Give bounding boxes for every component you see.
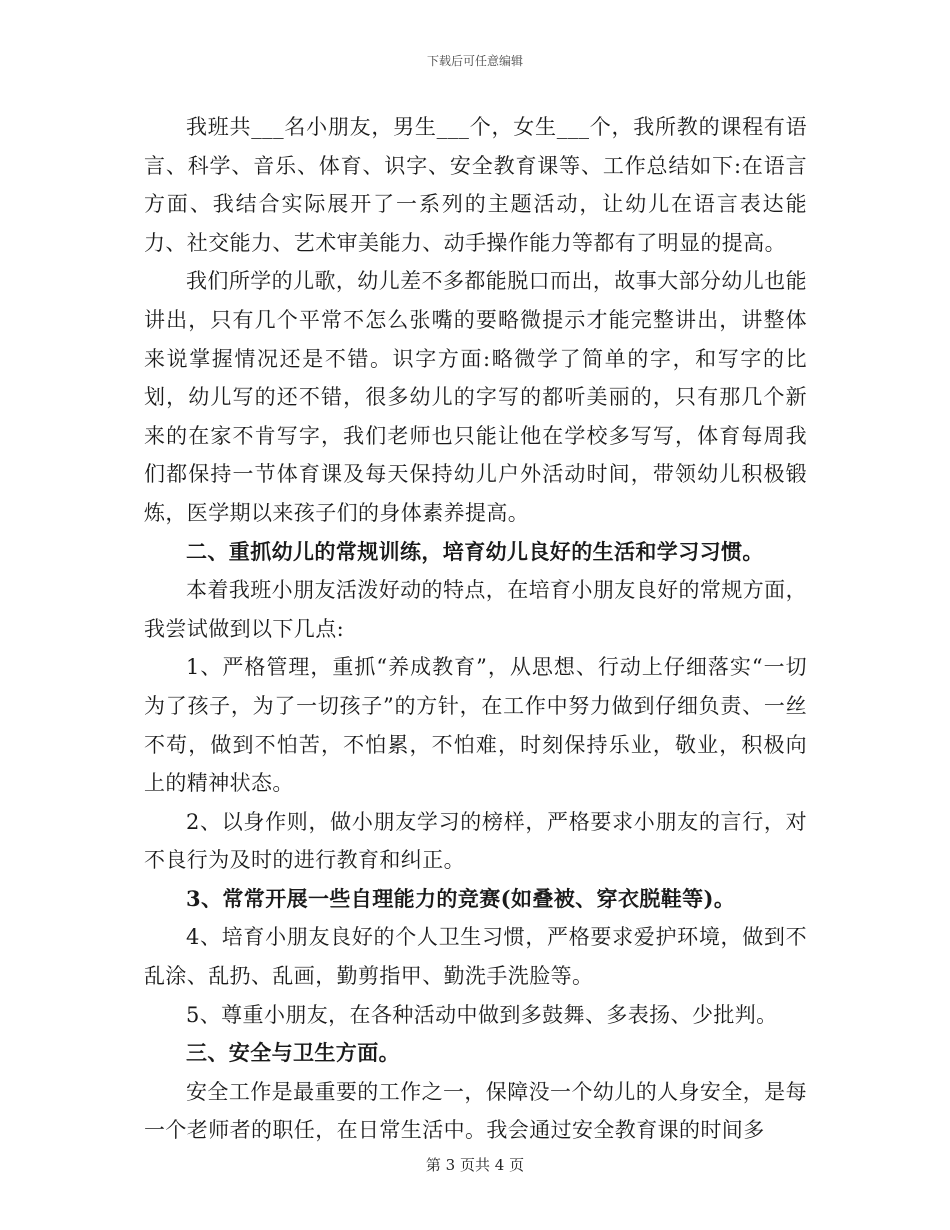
section-heading: 3、常常开展一些自理能力的竞赛(如叠被、穿衣脱鞋等)。 (186, 885, 736, 911)
paragraph: 2、以身作则，做小朋友学习的榜样，严格要求小朋友的言行，对不良行为及时的进行教育和纠正。 (144, 809, 807, 873)
paragraph: 1、严格管理，重抓“养成教育”，从思想、行动上仔细落实“一切为了孩子，为了一切孩子”的方针，在工作中努力做到仔细负责、一丝不苟，做到不怕苦，不怕累，不怕难，时刻保持乐业，敬业，积极向上的精神状态。 (144, 655, 807, 796)
paragraph: 本着我班小朋友活泼好动的特点，在培育小朋友良好的常规方面，我尝试做到以下几点: (144, 578, 807, 641)
paragraph: 我班共___名小朋友，男生___个，女生___个，我所教的课程有语言、科学、音乐、体育、识字、安全教育课等、工作总结如下:在语言方面、我结合实际展开了一系列的主题活动，让幼儿在语言表达能力、社交能力、艺术审美能力、动手操作能力等都有了明显的提高。 (144, 115, 807, 255)
page-footer: 第 3 页共 4 页 (425, 1156, 525, 1174)
paragraph: 5、尊重小朋友，在各种活动中做到多鼓舞、多表扬、少批判。 (186, 1002, 778, 1027)
section-heading: 二、重抓幼儿的常规训练，培育幼儿良好的生活和学习习惯。 (186, 538, 764, 564)
page-header: 下载后可任意编辑 (426, 54, 523, 68)
section-heading: 三、安全与卫生方面。 (186, 1040, 400, 1066)
paragraph: 4、培育小朋友良好的个人卫生习惯，严格要求爱护环境，做到不乱涂、乱扔、乱画，勤剪指甲、勤洗手洗脸等。 (144, 925, 807, 989)
document-body (144, 108, 807, 1150)
paragraph: 我们所学的儿歌，幼儿差不多都能脱口而出，故事大部分幼儿也能讲出，只有几个平常不怎么张嘴的要略微提示才能完整讲出，讲整体来说掌握情况还是不错。识字方面:略微学了简单的字，和写字的比划，幼儿写的还不错，很多幼儿的字写的都听美丽的，只有那几个新来的在家不肯写字，我们老师也只能让他在学校多写写，体育每周我们都保持一节体育课及每天保持幼儿户外活动时间，带领幼儿积极锻炼，医学期以来孩子们的身体素养提高。 (144, 269, 807, 525)
paragraph: 安全工作是最重要的工作之一，保障没一个幼儿的人身安全，是每一个老师者的职任，在日常生活中。我会通过安全教育课的时间多 (144, 1079, 807, 1143)
